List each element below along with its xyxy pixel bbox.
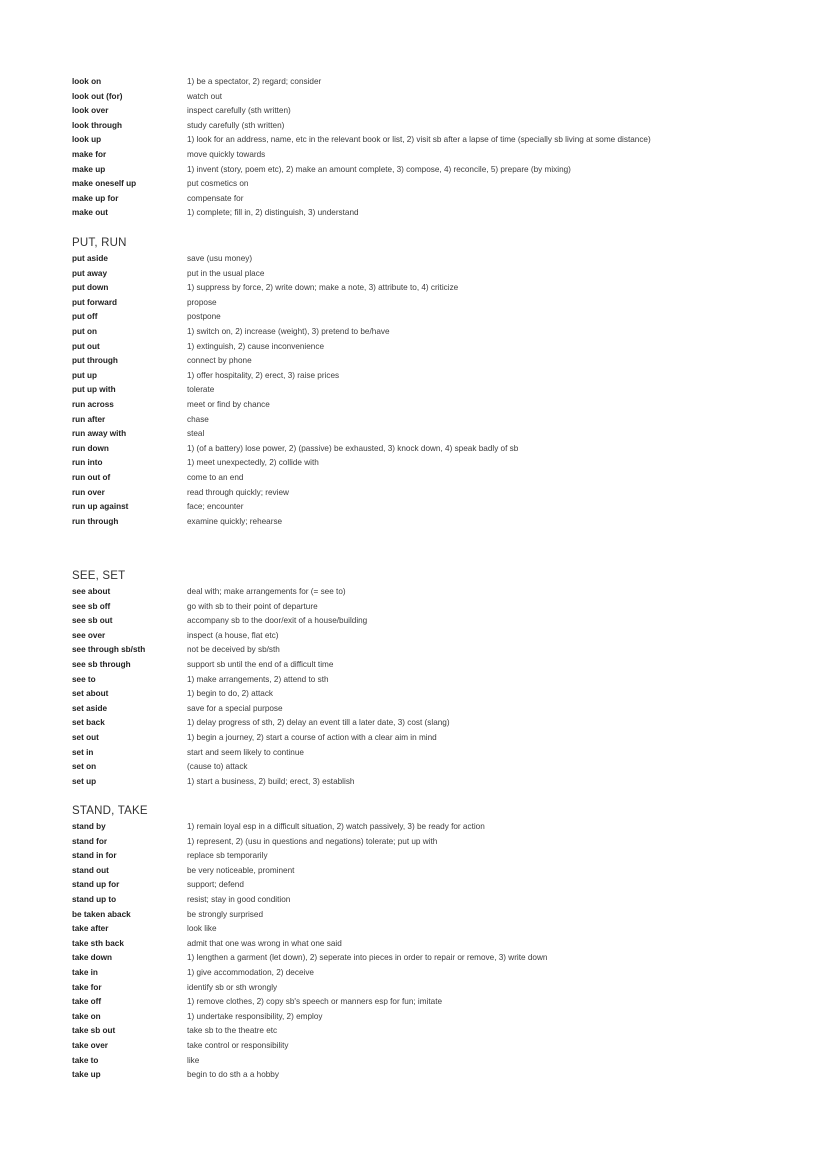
entry-term: see about [72,587,111,596]
entry-definition: 1) start a business, 2) build; erect, 3) establish [187,776,355,786]
entry-definition: admit that one was wrong in what one said [187,938,342,948]
entry-row [72,427,772,442]
entry-definition: save for a special purpose [187,703,283,713]
entry-row [72,442,772,457]
entry-definition: inspect (a house, flat etc) [187,630,279,640]
entry-row [72,775,772,790]
entry-term: make up [72,164,106,174]
entry-definition: 1) complete; fill in, 2) distinguish, 3) understand [187,208,359,218]
entry-definition: 1) represent, 2) (usu in questions and negations) tolerate; put up with [187,836,438,846]
entry-term: look over [72,106,109,116]
entry-definition: 1) switch on, 2) increase (weight), 3) pretend to be/have [187,326,390,336]
entry-row [72,1039,772,1054]
entry-row [72,687,772,702]
entry-term: take up [72,1070,101,1080]
entry-row [72,354,772,369]
entry-term: make oneself up [72,179,137,189]
entry-term: stand up to [72,894,117,904]
entry-term: take sb out [72,1026,116,1036]
entry-row [72,119,772,134]
section-look-make [72,75,772,221]
entry-term: set up [72,776,97,786]
entry-row [72,310,772,325]
entry-term: set aside [72,703,108,713]
entry-definition: steal [187,429,205,439]
entry-row [72,296,772,311]
entry-definition: connect by phone [187,356,252,366]
entry-row [72,1068,772,1083]
entry-row [72,922,772,937]
entry-definition: chase [187,414,209,424]
entry-term: put up with [72,385,116,395]
section-heading: SEE, SET [72,570,126,582]
entry-row [72,951,772,966]
entry-definition: take sb to the theatre etc [187,1026,278,1036]
entry-row [72,716,772,731]
entry-row [72,820,772,835]
entry-row [72,893,772,908]
entry-definition: resist; stay in good condition [187,894,291,904]
entry-definition: like [187,1055,200,1065]
section-stand-take [72,802,772,1083]
entry-definition: 1) make arrangements, 2) attend to sth [187,674,329,684]
entry-row [72,673,772,688]
entry-definition: 1) be a spectator, 2) regard; consider [187,77,322,86]
entry-row [72,486,772,501]
entry-row [72,133,772,148]
entry-term: run after [72,414,106,424]
entry-row [72,340,772,355]
entry-row [72,90,772,105]
entry-term: put through [72,356,118,366]
entry-row [72,643,772,658]
entry-definition: not be deceived by sb/sth [187,645,280,655]
entry-definition: 1) offer hospitality, 2) erect, 3) raise prices [187,370,340,380]
entry-term: run away with [72,429,127,439]
entry-definition: tolerate [187,385,215,395]
entry-term: run out of [72,472,111,482]
entry-definition: start and seem likely to continue [187,747,304,757]
entry-row [72,177,772,192]
entry-row [72,658,772,673]
entry-definition: move quickly towards [187,149,266,159]
entry-definition: 1) lengthen a garment (let down), 2) seperate into pieces in order to repair or remove, 3) write down [187,953,548,963]
entry-row [72,1054,772,1069]
section-heading: STAND, TAKE [72,805,148,817]
entry-definition: study carefully (sth written) [187,120,285,130]
entry-row [72,878,772,893]
entry-row [72,731,772,746]
entry-row [72,908,772,923]
entry-definition: 1) delay progress of sth, 2) delay an event till a later date, 3) cost (slang) [187,718,450,728]
entry-term: see sb off [72,601,111,611]
entry-definition: look like [187,924,217,934]
entry-term: run into [72,458,103,468]
entry-row [72,206,772,221]
entry-row [72,104,772,119]
entry-row [72,746,772,761]
entry-term: look through [72,120,123,130]
entry-term: see through sb/sth [72,645,146,655]
entry-definition: go with sb to their point of departure [187,601,318,611]
entry-row [72,585,772,600]
entry-term: put forward [72,297,118,307]
entry-definition: 1) (of a battery) lose power, 2) (passive) be exhausted, 3) knock down, 4) speak badly of sb [187,443,519,453]
entry-term: look up [72,135,102,145]
entry-definition: 1) look for an address, name, etc in the relevant book or list, 2) visit sb after a lapse of time (specially sb living at some distance) [187,135,651,145]
entry-term: run down [72,443,109,453]
entry-definition: put in the usual place [187,268,265,278]
entry-row [72,864,772,879]
entry-term: put up [72,370,98,380]
entry-definition: put cosmetics on [187,179,249,189]
entry-row [72,267,772,282]
entry-term: take on [72,1011,101,1021]
entry-row [72,383,772,398]
entry-term: stand for [72,836,108,846]
entry-definition: watch out [187,91,223,101]
entry-row [72,966,772,981]
entry-row [72,1010,772,1025]
entry-row [72,600,772,615]
entry-term: take after [72,924,109,934]
entry-row [72,937,772,952]
entry-definition: 1) begin to do, 2) attack [187,689,274,699]
entry-term: make out [72,208,108,218]
entry-term: put away [72,268,108,278]
entry-definition: 1) invent (story, poem etc), 2) make an amount complete, 3) compose, 4) reconcile, 5) prepare (by mixing) [187,164,571,174]
entry-term: look out (for) [72,91,123,101]
entry-definition: identify sb or sth wrongly [187,982,278,992]
entry-definition: examine quickly; rehearse [187,516,283,526]
entry-row [72,981,772,996]
entry-definition: 1) remove clothes, 2) copy sb's speech or manners esp for fun; imitate [187,997,443,1007]
entry-row [72,614,772,629]
entry-row [72,629,772,644]
entry-row [72,456,772,471]
entry-definition: face; encounter [187,502,244,512]
entry-term: put out [72,341,100,351]
entry-row [72,369,772,384]
section-put-run [72,234,772,529]
entry-definition: meet or find by chance [187,399,270,409]
entry-term: take for [72,982,102,992]
entry-row [72,163,772,178]
entry-term: take over [72,1040,108,1050]
entry-row [72,500,772,515]
entry-term: see sb out [72,616,113,626]
entry-row [72,515,772,530]
entry-definition: 1) undertake responsibility, 2) employ [187,1011,323,1021]
entry-term: stand by [72,822,106,831]
entry-row [72,398,772,413]
entry-term: put off [72,312,98,322]
entry-term: look on [72,77,102,86]
entry-definition: propose [187,297,217,307]
entry-definition: replace sb temporarily [187,851,268,861]
entry-term: take down [72,953,113,963]
section-see-set [72,567,772,789]
entry-term: take sth back [72,938,124,948]
entry-definition: begin to do sth a a hobby [187,1070,279,1080]
entry-term: set in [72,747,94,757]
entry-term: stand out [72,865,109,875]
entry-row [72,75,772,90]
entry-definition: 1) give accommodation, 2) deceive [187,967,314,977]
entry-definition: 1) begin a journey, 2) start a course of action with a clear aim in mind [187,732,437,742]
entry-term: set out [72,732,99,742]
entry-definition: support sb until the end of a difficult time [187,659,334,669]
entry-definition: (cause to) attack [187,762,248,772]
entry-definition: deal with; make arrangements for (= see to) [187,587,346,596]
entry-definition: support; defend [187,880,244,890]
entry-definition: be very noticeable, prominent [187,865,295,875]
entry-row [72,995,772,1010]
entry-term: see over [72,630,106,640]
entry-definition: 1) extinguish, 2) cause inconvenience [187,341,324,351]
entry-term: make for [72,149,107,159]
entry-term: set back [72,718,105,728]
entry-definition: postpone [187,312,221,322]
entry-row [72,252,772,267]
entry-definition: read through quickly; review [187,487,289,497]
entry-term: run up against [72,502,129,512]
entry-term: take to [72,1055,99,1065]
entry-term: put aside [72,254,108,263]
entry-definition: be strongly surprised [187,909,263,919]
entry-row [72,849,772,864]
entry-definition: compensate for [187,193,244,203]
entry-term: run across [72,399,114,409]
entry-definition: 1) remain loyal esp in a difficult situation, 2) watch passively, 3) be ready for action [187,822,485,831]
entry-row [72,325,772,340]
entry-row [72,471,772,486]
entry-row [72,148,772,163]
entry-term: take off [72,997,102,1007]
entry-row [72,1024,772,1039]
entry-definition: inspect carefully (sth written) [187,106,291,116]
entry-row [72,760,772,775]
entry-term: take in [72,967,98,977]
entry-term: stand up for [72,880,120,890]
entry-definition: accompany sb to the door/exit of a house/building [187,616,368,626]
entry-term: run through [72,516,119,526]
entry-row [72,281,772,296]
entry-term: run over [72,487,105,497]
entry-term: put down [72,283,109,293]
entry-term: see to [72,674,96,684]
entry-row [72,413,772,428]
entry-definition: 1) meet unexpectedly, 2) collide with [187,458,319,468]
section-heading: PUT, RUN [72,237,127,249]
entry-row [72,835,772,850]
entry-definition: 1) suppress by force, 2) write down; make a note, 3) attribute to, 4) criticize [187,283,459,293]
entry-term: put on [72,326,98,336]
entry-term: set on [72,762,97,772]
entry-term: see sb through [72,659,131,669]
entry-term: be taken aback [72,909,131,919]
entry-term: stand in for [72,851,117,861]
entry-row [72,702,772,717]
entry-term: set about [72,689,109,699]
entry-row [72,192,772,207]
entry-definition: take control or responsibility [187,1040,289,1050]
entry-definition: save (usu money) [187,254,253,263]
entry-definition: come to an end [187,472,244,482]
entry-term: make up for [72,193,119,203]
